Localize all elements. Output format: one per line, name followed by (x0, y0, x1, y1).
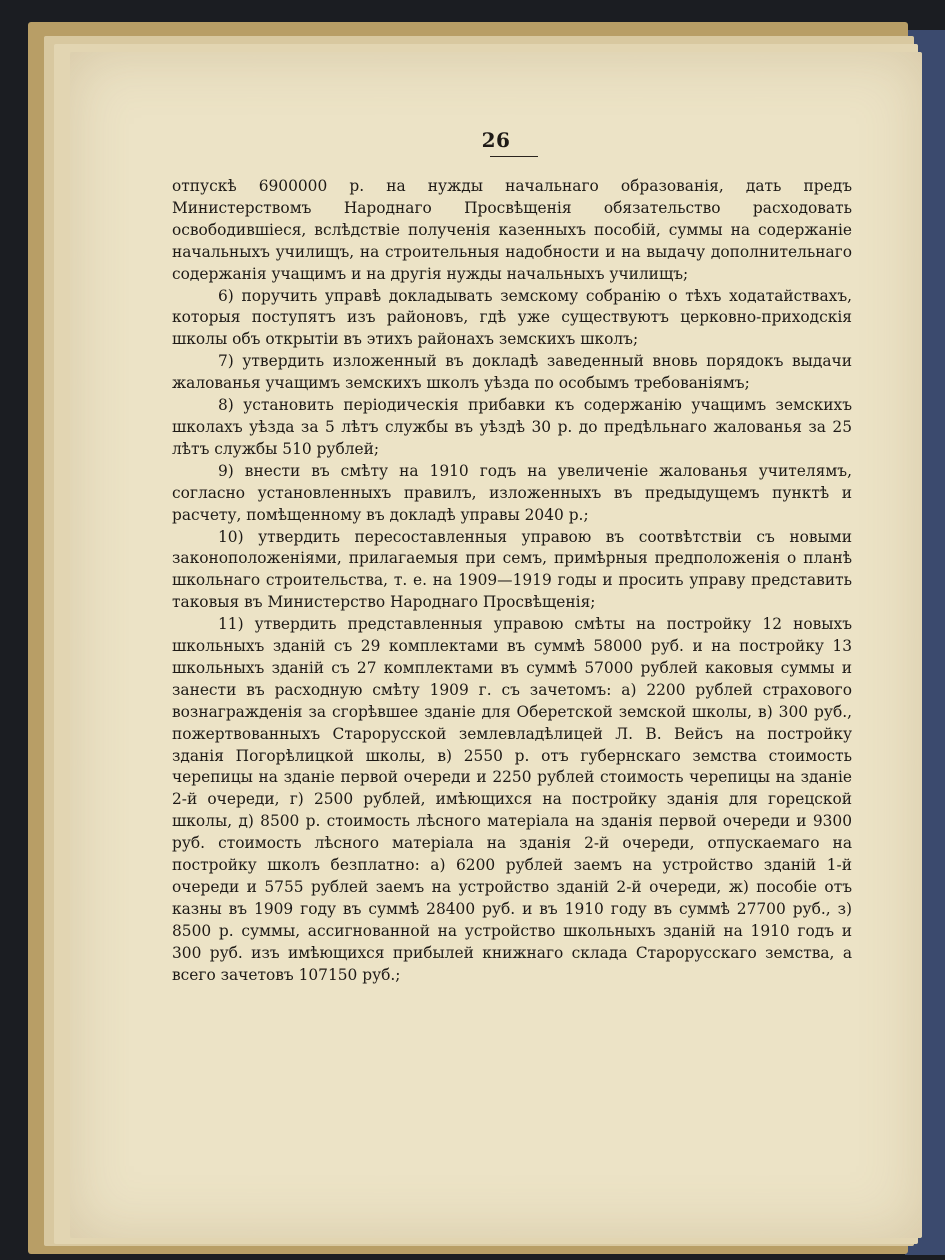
paragraph-item-10: 10) утвердить пересоставленныя управою въ соотвѣтствіи съ новыми законоположеніями, прилагаемыя при семъ, примѣрныя предположенія о планѣ школьнаго строительства, т. е. на 1909—1919 годы и просить управу представить таковыя въ Министерство Народнаго Просвѣщенія; (172, 527, 852, 612)
paragraph-item-6: 6) поручить управѣ докладывать земскому собранію о тѣхъ ходатайствахъ, которыя поступятъ изъ районовъ, гдѣ уже существуютъ церковно-приходскія школы объ открытіи въ этихъ районахъ земскихъ школъ; (172, 286, 852, 349)
paragraph-item-8: 8) установить періодическія прибавки къ содержанію учащимъ земскихъ школахъ уѣзда за 5 лѣтъ службы въ уѣздѣ 30 р. до предѣльнаго жалованья за 25 лѣтъ службы 510 рублей; (172, 396, 852, 458)
page-number: 26 (481, 128, 511, 152)
book-page (70, 52, 922, 1238)
paragraph-item-9: 9) внести въ смѣту на 1910 годъ на увеличеніе жалованья учителямъ, согласно установленныхъ правилъ, изложенныхъ въ предыдущемъ пунктѣ и расчету, помѣщенному въ докладѣ управы 2040 р.; (172, 461, 852, 524)
paragraph-item-11: 11) утвердить представленныя управою смѣты на постройку 12 новыхъ школьныхъ зданій съ 29 комплектами въ суммѣ 58000 руб. и на постройку 13 школьныхъ зданій съ 27 комплектами въ суммѣ 57000 рублей каковыя суммы и занести въ расходную смѣту 1909 г. съ зачетомъ: а) 2200 рублей страхового вознагражденія за сгорѣвшее зданіе для Оберетской земской школы, в) 300 руб., пожертвованныхъ Старорусской землевладѣлицей Л. В. Вейсъ на постройку зданія Погорѣлицкой школы, в) 2550 р. отъ губернскаго земства стоимость черепицы на зданіе первой очереди и 2250 рублей стоимость черепицы на зданіе 2-й очереди, г) 2500 рублей, имѣющихся на постройку зданія для горецской школы, д) 8500 р. стоимость лѣсного матеріала на зданія первой очереди и 9300 руб. стоимость лѣсного матеріала на зданія 2-й очереди, отпускаемаго на постройку школъ безплатно: а) 6200 рублей заемъ на устройство зданій 1-й очереди и 5755 рублей заемъ на устройство зданій 2-й очереди, ж) пособіе отъ казны въ 1909 году въ суммѣ 28400 руб. и въ 1910 году въ суммѣ 27700 руб., з) 8500 р. суммы, ассигнованной на устройство школьныхъ зданій на 1910 годъ и 300 руб. изъ имѣющихся прибылей книжнаго склада Старорусскаго земства, а всего зачетовъ 107150 руб.; (172, 615, 852, 984)
paragraph-continuation: отпускѣ 6900000 р. на нужды начальнаго образованія, дать предъ Министерствомъ Народнаго Просвѣщенія обязательство расходовать освободившіеся, вслѣдствіе полученія казенныхъ пособій, суммы на содержаніе начальныхъ училищъ, на строительныя надобности и на выдачу дополнительнаго содержанія учащимъ и на другія нужды начальныхъ училищъ; (172, 177, 852, 283)
page-number-underline (490, 156, 538, 157)
paragraph-item-7: 7) утвердить изложенный въ докладѣ заведенный вновь порядокъ выдачи жалованья учащимъ земскихъ школъ уѣзда по особымъ требованіямъ; (172, 352, 852, 393)
body-text (172, 176, 852, 987)
